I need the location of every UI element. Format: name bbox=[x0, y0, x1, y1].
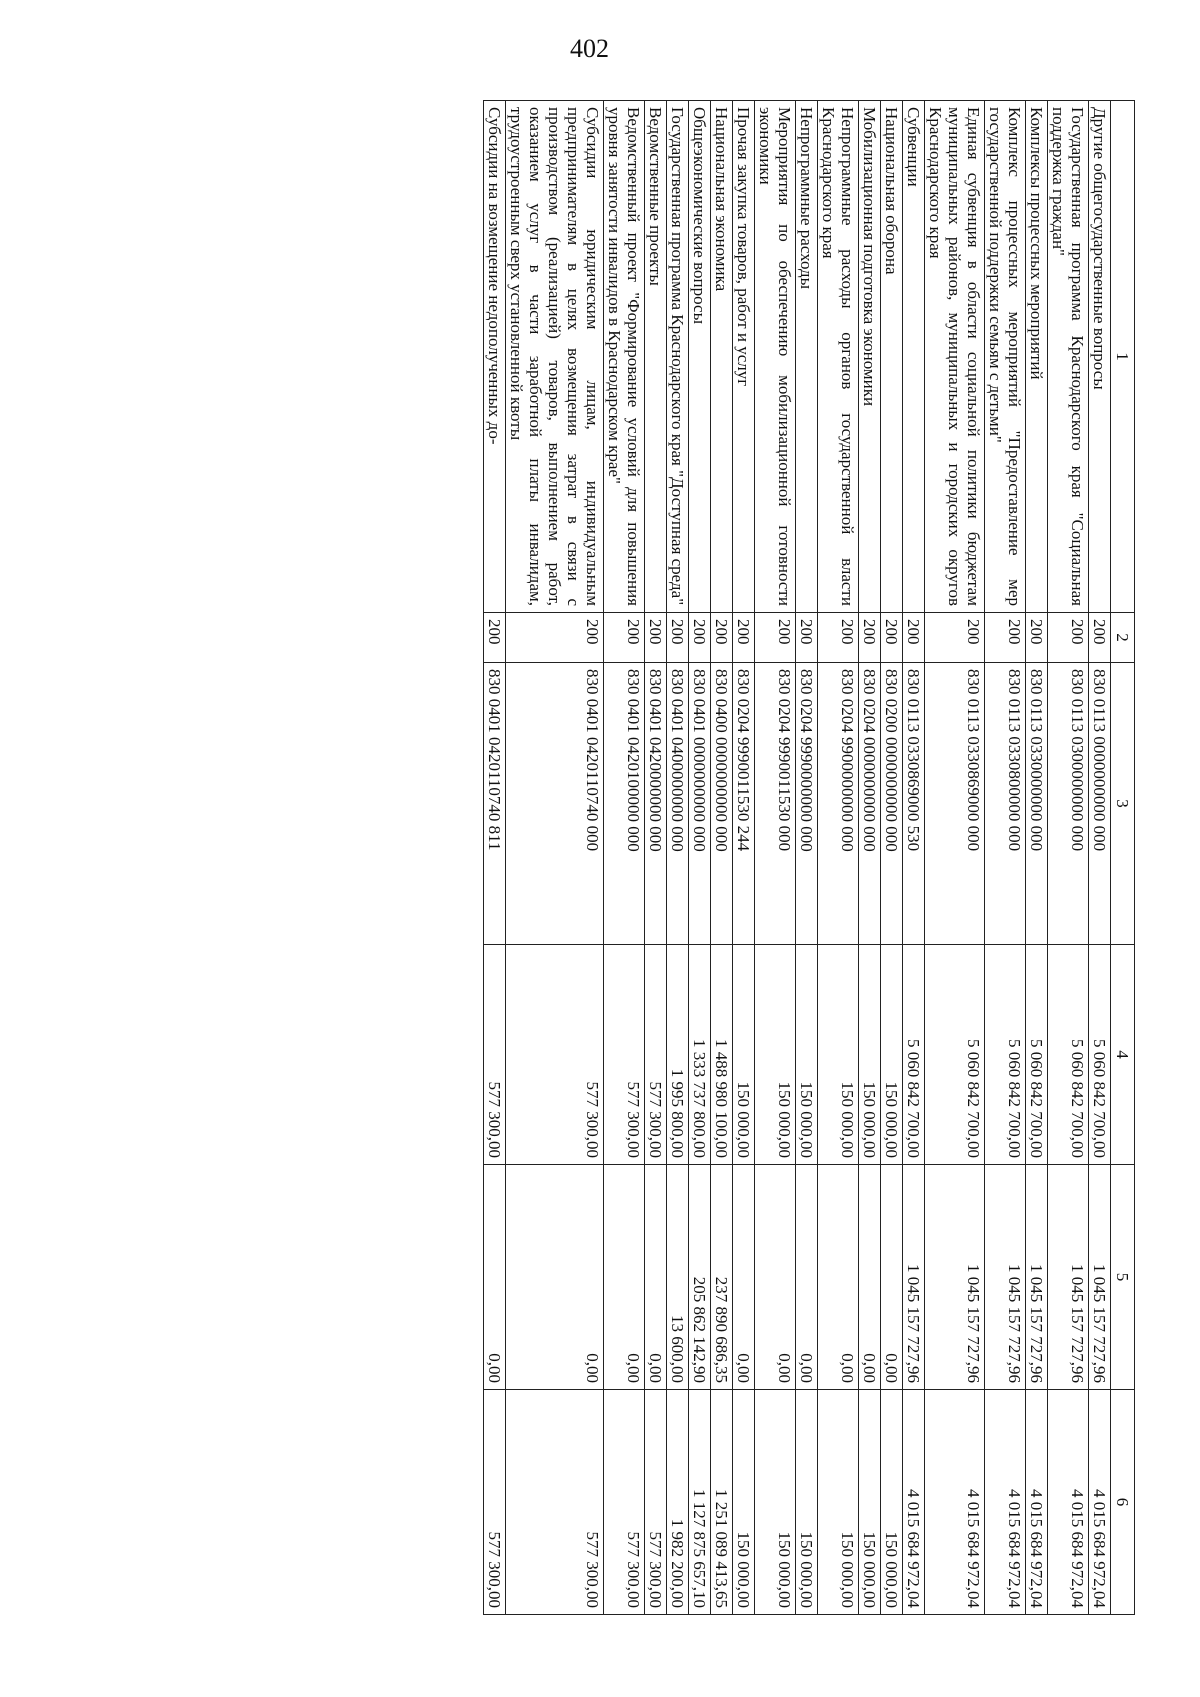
table-row bbox=[506, 101, 604, 1615]
row-classification-cell: 830 0204 0000000000 000 bbox=[859, 663, 881, 945]
row-remaining-cell: 577 300,00 bbox=[506, 1390, 604, 1615]
row-remaining-cell: 4 015 684 972,04 bbox=[1026, 1390, 1048, 1615]
rotated-table-wrapper bbox=[170, 100, 1135, 1614]
row-remaining-cell: 1 251 089 413,65 bbox=[711, 1390, 733, 1615]
row-executed-cell: 0,00 bbox=[604, 1165, 645, 1390]
row-classification-cell: 830 0401 0420110740 811 bbox=[484, 663, 506, 945]
row-name-cell: Мероприятия по обеспечению мобилизационной готовности экономики bbox=[755, 101, 796, 613]
table-row bbox=[925, 101, 985, 1615]
table-row bbox=[711, 101, 733, 1615]
table-row bbox=[1089, 101, 1111, 1615]
row-code-cell: 200 bbox=[796, 613, 818, 663]
row-executed-cell: 0,00 bbox=[859, 1165, 881, 1390]
row-name-cell: Ведомственные проекты bbox=[645, 101, 667, 613]
row-remaining-cell: 150 000,00 bbox=[733, 1390, 755, 1615]
row-classification-cell: 830 0400 0000000000 000 bbox=[711, 663, 733, 945]
row-code-cell: 200 bbox=[1048, 613, 1089, 663]
row-remaining-cell: 4 015 684 972,04 bbox=[985, 1390, 1026, 1615]
table-row bbox=[985, 101, 1026, 1615]
table-row bbox=[881, 101, 903, 1615]
row-remaining-cell: 150 000,00 bbox=[859, 1390, 881, 1615]
row-code-cell: 200 bbox=[881, 613, 903, 663]
row-classification-cell: 830 0113 0000000000 000 bbox=[1089, 663, 1111, 945]
row-executed-cell: 0,00 bbox=[484, 1165, 506, 1390]
row-classification-cell: 830 0401 0000000000 000 bbox=[689, 663, 711, 945]
row-classification-cell: 830 0204 9900000000 000 bbox=[818, 663, 859, 945]
row-name-cell: Национальная оборона bbox=[881, 101, 903, 613]
row-name-cell: Государственная программа Краснодарского края "Доступная среда" bbox=[667, 101, 689, 613]
row-assigned-cell: 150 000,00 bbox=[755, 945, 796, 1165]
table-row bbox=[796, 101, 818, 1615]
row-code-cell: 200 bbox=[506, 613, 604, 663]
row-assigned-cell: 150 000,00 bbox=[733, 945, 755, 1165]
page-number: 402 bbox=[570, 34, 609, 63]
row-remaining-cell: 150 000,00 bbox=[818, 1390, 859, 1615]
row-assigned-cell: 5 060 842 700,00 bbox=[903, 945, 925, 1165]
row-executed-cell: 13 600,00 bbox=[667, 1165, 689, 1390]
row-classification-cell: 830 0204 9990011530 000 bbox=[755, 663, 796, 945]
row-code-cell: 200 bbox=[903, 613, 925, 663]
row-assigned-cell: 1 995 800,00 bbox=[667, 945, 689, 1165]
column-header: 3 bbox=[1111, 663, 1135, 945]
row-name-cell: Непрограммные расходы органов государственной власти Краснодарского края bbox=[818, 101, 859, 613]
row-code-cell: 200 bbox=[711, 613, 733, 663]
row-remaining-cell: 577 300,00 bbox=[484, 1390, 506, 1615]
row-assigned-cell: 577 300,00 bbox=[604, 945, 645, 1165]
row-name-cell: Субсидии юридическим лицам, индивидуальным предпринимателям в целях возмещения затрат в связи с производством (реализацией) товаров, выполнением работ, оказанием услуг в части заработной платы инвалидам, трудоустроенным сверх установленной квоты bbox=[506, 101, 604, 613]
table-row bbox=[903, 101, 925, 1615]
row-name-cell: Прочая закупка товаров, работ и услуг bbox=[733, 101, 755, 613]
row-classification-cell: 830 0401 0420100000 000 bbox=[604, 663, 645, 945]
row-assigned-cell: 577 300,00 bbox=[645, 945, 667, 1165]
row-name-cell: Непрограммные расходы bbox=[796, 101, 818, 613]
row-code-cell: 200 bbox=[604, 613, 645, 663]
row-classification-cell: 830 0113 0330000000 000 bbox=[1026, 663, 1048, 945]
row-executed-cell: 0,00 bbox=[818, 1165, 859, 1390]
row-executed-cell: 0,00 bbox=[733, 1165, 755, 1390]
row-classification-cell: 830 0113 0330869000 530 bbox=[903, 663, 925, 945]
budget-table bbox=[483, 100, 1135, 1615]
row-code-cell: 200 bbox=[645, 613, 667, 663]
row-assigned-cell: 577 300,00 bbox=[506, 945, 604, 1165]
row-name-cell: Государственная программа Краснодарского края "Социальная поддержка граждан" bbox=[1048, 101, 1089, 613]
row-classification-cell: 830 0204 9990000000 000 bbox=[796, 663, 818, 945]
row-classification-cell: 830 0200 0000000000 000 bbox=[881, 663, 903, 945]
table-row bbox=[645, 101, 667, 1615]
row-assigned-cell: 150 000,00 bbox=[859, 945, 881, 1165]
table-row bbox=[755, 101, 796, 1615]
row-executed-cell: 0,00 bbox=[796, 1165, 818, 1390]
table-row bbox=[1048, 101, 1089, 1615]
column-header: 5 bbox=[1111, 1165, 1135, 1390]
table-row bbox=[859, 101, 881, 1615]
header-row bbox=[1111, 101, 1135, 1615]
row-classification-cell: 830 0113 0300000000 000 bbox=[1048, 663, 1089, 945]
row-remaining-cell: 150 000,00 bbox=[881, 1390, 903, 1615]
row-remaining-cell: 4 015 684 972,04 bbox=[1048, 1390, 1089, 1615]
row-remaining-cell: 150 000,00 bbox=[796, 1390, 818, 1615]
row-code-cell: 200 bbox=[818, 613, 859, 663]
row-assigned-cell: 577 300,00 bbox=[484, 945, 506, 1165]
row-name-cell: Комплекс процессных мероприятий "Предоставление мер государственной поддержки семьям с детьми" bbox=[985, 101, 1026, 613]
row-name-cell: Комплексы процессных мероприятий bbox=[1026, 101, 1048, 613]
row-executed-cell: 0,00 bbox=[645, 1165, 667, 1390]
row-executed-cell: 1 045 157 727,96 bbox=[985, 1165, 1026, 1390]
row-executed-cell: 0,00 bbox=[755, 1165, 796, 1390]
row-name-cell: Национальная экономика bbox=[711, 101, 733, 613]
row-executed-cell: 205 862 142,90 bbox=[689, 1165, 711, 1390]
row-name-cell: Другие общегосударственные вопросы bbox=[1089, 101, 1111, 613]
row-assigned-cell: 5 060 842 700,00 bbox=[985, 945, 1026, 1165]
row-executed-cell: 0,00 bbox=[881, 1165, 903, 1390]
row-name-cell: Субвенции bbox=[903, 101, 925, 613]
row-remaining-cell: 1 127 875 657,10 bbox=[689, 1390, 711, 1615]
row-code-cell: 200 bbox=[755, 613, 796, 663]
row-assigned-cell: 5 060 842 700,00 bbox=[1048, 945, 1089, 1165]
row-assigned-cell: 1 333 737 800,00 bbox=[689, 945, 711, 1165]
row-name-cell: Субсидии на возмещение недополученных до- bbox=[484, 101, 506, 613]
table-row bbox=[818, 101, 859, 1615]
row-remaining-cell: 1 982 200,00 bbox=[667, 1390, 689, 1615]
row-classification-cell: 830 0401 0400000000 000 bbox=[667, 663, 689, 945]
row-remaining-cell: 4 015 684 972,04 bbox=[903, 1390, 925, 1615]
row-assigned-cell: 150 000,00 bbox=[881, 945, 903, 1165]
row-code-cell: 200 bbox=[925, 613, 985, 663]
table-row bbox=[1026, 101, 1048, 1615]
table-row bbox=[689, 101, 711, 1615]
row-name-cell: Ведомственный проект "Формирование условий для повышения уровня занятости инвалидов в Краснодарском крае" bbox=[604, 101, 645, 613]
column-header: 2 bbox=[1111, 613, 1135, 663]
row-classification-cell: 830 0204 9990011530 244 bbox=[733, 663, 755, 945]
row-code-cell: 200 bbox=[859, 613, 881, 663]
table-row bbox=[733, 101, 755, 1615]
row-executed-cell: 1 045 157 727,96 bbox=[1089, 1165, 1111, 1390]
row-remaining-cell: 577 300,00 bbox=[645, 1390, 667, 1615]
row-executed-cell: 1 045 157 727,96 bbox=[925, 1165, 985, 1390]
table-body bbox=[484, 101, 1111, 1615]
row-code-cell: 200 bbox=[484, 613, 506, 663]
row-code-cell: 200 bbox=[733, 613, 755, 663]
row-remaining-cell: 4 015 684 972,04 bbox=[925, 1390, 985, 1615]
row-executed-cell: 0,00 bbox=[506, 1165, 604, 1390]
row-remaining-cell: 577 300,00 bbox=[604, 1390, 645, 1615]
row-classification-cell: 830 0401 0420110740 000 bbox=[506, 663, 604, 945]
table-row bbox=[604, 101, 645, 1615]
row-executed-cell: 1 045 157 727,96 bbox=[1026, 1165, 1048, 1390]
row-classification-cell: 830 0401 0420000000 000 bbox=[645, 663, 667, 945]
row-classification-cell: 830 0113 0330869000 000 bbox=[925, 663, 985, 945]
row-remaining-cell: 150 000,00 bbox=[755, 1390, 796, 1615]
row-code-cell: 200 bbox=[1026, 613, 1048, 663]
row-name-cell: Общеэкономические вопросы bbox=[689, 101, 711, 613]
column-header: 6 bbox=[1111, 1390, 1135, 1615]
row-name-cell: Мобилизационная подготовка экономики bbox=[859, 101, 881, 613]
row-name-cell: Единая субвенция в области социальной политики бюджетам муниципальных районов, муниципальных и городских округов Краснодарского края bbox=[925, 101, 985, 613]
row-assigned-cell: 1 488 980 100,00 bbox=[711, 945, 733, 1165]
row-code-cell: 200 bbox=[1089, 613, 1111, 663]
row-assigned-cell: 5 060 842 700,00 bbox=[1026, 945, 1048, 1165]
table-row bbox=[484, 101, 506, 1615]
row-assigned-cell: 5 060 842 700,00 bbox=[925, 945, 985, 1165]
row-assigned-cell: 150 000,00 bbox=[796, 945, 818, 1165]
row-executed-cell: 1 045 157 727,96 bbox=[1048, 1165, 1089, 1390]
row-code-cell: 200 bbox=[667, 613, 689, 663]
row-code-cell: 200 bbox=[689, 613, 711, 663]
row-executed-cell: 1 045 157 727,96 bbox=[903, 1165, 925, 1390]
row-assigned-cell: 150 000,00 bbox=[818, 945, 859, 1165]
column-header: 4 bbox=[1111, 945, 1135, 1165]
row-executed-cell: 237 890 686,35 bbox=[711, 1165, 733, 1390]
row-code-cell: 200 bbox=[985, 613, 1026, 663]
row-remaining-cell: 4 015 684 972,04 bbox=[1089, 1390, 1111, 1615]
table-row bbox=[667, 101, 689, 1615]
row-classification-cell: 830 0113 0330800000 000 bbox=[985, 663, 1026, 945]
row-assigned-cell: 5 060 842 700,00 bbox=[1089, 945, 1111, 1165]
column-header: 1 bbox=[1111, 101, 1135, 613]
